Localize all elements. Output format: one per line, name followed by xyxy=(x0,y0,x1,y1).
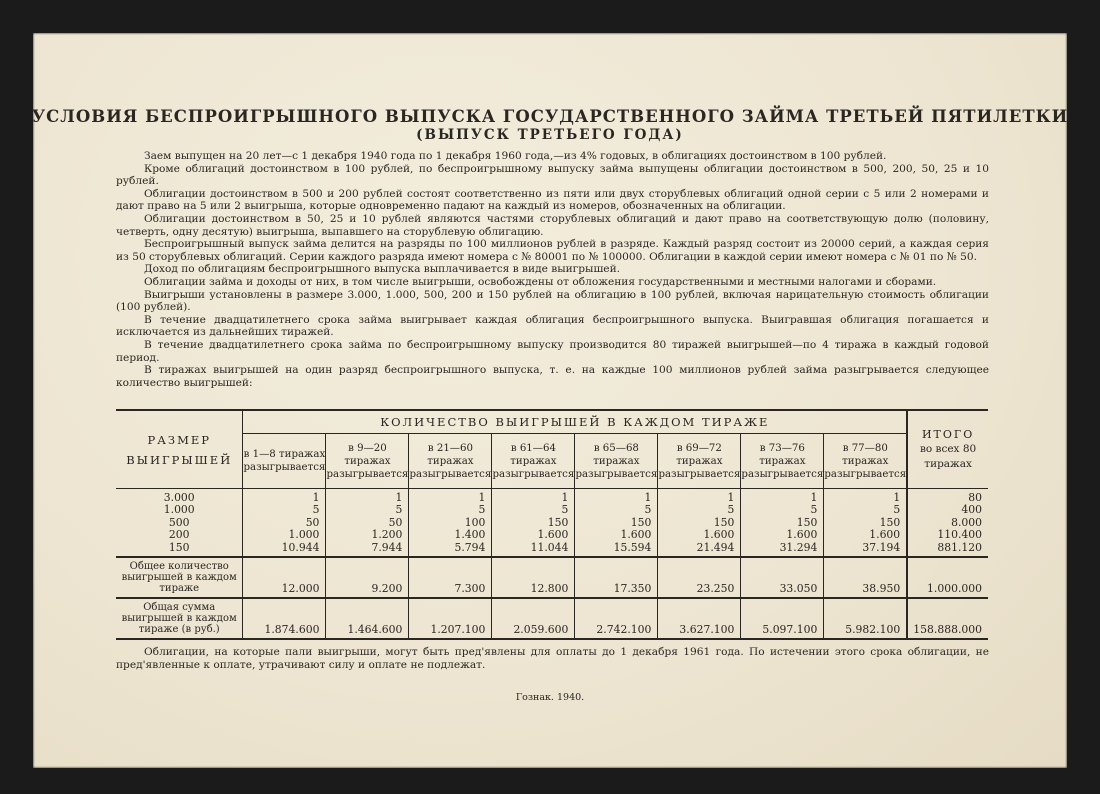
table-cell: 1 xyxy=(478,491,486,504)
table-cell: 17.350 xyxy=(575,557,658,598)
table-cell: 15.594 xyxy=(613,540,652,554)
paragraph: Заем выпущен на 20 лет—с 1 декабря 1940 года по 1 декабря 1960 года,—из 4% годовых, в облигациях достоинством в 100 рублей. xyxy=(144,150,887,162)
draw-column-5 xyxy=(575,489,658,558)
table-cell: 37.194 xyxy=(862,540,901,554)
sum-total-cell: 158.888.000 xyxy=(907,598,988,639)
totals-column xyxy=(907,489,988,558)
table-cell: 9.200 xyxy=(326,557,409,598)
table-cell: 7.944 xyxy=(371,540,403,554)
table-cell: 1 xyxy=(312,491,320,504)
table-cell: 1 xyxy=(561,491,569,504)
table-cell: 50 xyxy=(388,515,403,529)
table-cell: 50 xyxy=(305,515,320,529)
table-cell: 1.200 xyxy=(371,528,403,542)
table-cell: 1.600 xyxy=(703,528,735,542)
document-subtitle: (ВЫПУСК ТРЕТЬЕГО ГОДА) xyxy=(416,127,684,143)
draw-range-header: в 21—60 тиражах разыгрывается xyxy=(409,434,492,489)
table-cell: 5 xyxy=(644,503,652,517)
paragraph: Облигации займа и доходы от них, в том числе выигрыши, освобождены от обложения государственными и местными налогами и сборами. xyxy=(144,275,937,288)
paragraph: Облигации, на которые пали выигрыши, могут быть пред'явлены для оплаты до 1 декабря 1961 года. По истечении этого срока облигации, не пред'явленные к оплате, утрачивают силу и оплате не подлежат. xyxy=(116,646,989,671)
total-header xyxy=(907,410,988,489)
table-cell: 150 xyxy=(547,515,569,529)
prize-values-row xyxy=(116,489,988,558)
prize-size: 3.000 xyxy=(163,491,195,504)
table-cell: 150 xyxy=(630,515,652,529)
table-cell: 1.464.600 xyxy=(326,598,409,639)
table-cell: 5 xyxy=(727,503,735,517)
table-cell: 5.794 xyxy=(454,540,486,554)
draw-range-header: в 69—72 тиражах разыгрывается xyxy=(658,434,741,489)
table-cell: 1.600 xyxy=(537,528,569,542)
table-cell: 1 xyxy=(810,491,818,504)
table-cell: 5.982.100 xyxy=(824,598,907,639)
table-cell: 38.950 xyxy=(824,557,907,598)
count-total-cell: 1.000.000 xyxy=(907,557,988,598)
draw-column-3 xyxy=(409,489,492,558)
total-header-sub: во всех 80 тиражах xyxy=(919,443,977,470)
table-cell: 11.044 xyxy=(530,540,569,554)
table-cell: 1.400 xyxy=(454,528,486,542)
prize-size: 500 xyxy=(168,515,190,529)
prize-sum-label: Общая сумма выигрышей в каждом тираже (в руб.) xyxy=(116,598,243,639)
table-cell: 400 xyxy=(961,503,982,517)
paragraph: Беспроигрышный выпуск займа делится на разряды по 100 миллионов рублей в разряде. Каждый разряд состоит из 20000 серий, а каждая серия из 50 сторублевых облигаций. Серии каждого разряда имеют номера с № 80001 по № 100000. Облигации в каждой серии имеют номера с № 01 по № 50. xyxy=(116,238,989,263)
prize-sizes-cell xyxy=(116,489,243,558)
table-cell: 12.000 xyxy=(243,557,326,598)
table-cell: 7.300 xyxy=(409,557,492,598)
table-cell: 5 xyxy=(395,503,403,517)
table-cell: 5.097.100 xyxy=(741,598,824,639)
draw-count-header: КОЛИЧЕСТВО ВЫИГРЫШЕЙ В КАЖДОМ ТИРАЖЕ xyxy=(243,410,907,434)
paragraph: В течение двадцатилетнего срока займа выигрывает каждая облигация беспроигрышного выпуска. Выигравшая облигация погашается и исключается из дальнейших тиражей. xyxy=(116,313,989,339)
prize-table xyxy=(116,409,988,640)
table-cell: 80 xyxy=(968,491,982,504)
table-cell: 1.874.600 xyxy=(243,598,326,639)
draw-column-2 xyxy=(326,489,409,558)
prize-sum-row xyxy=(116,598,988,639)
paragraph: Выигрыши установлены в размере 3.000, 1.000, 500, 200 и 150 рублей на облигацию в 100 рублей, включая нарицательную стоимость облигации (100 рублей). xyxy=(116,288,989,314)
table-cell: 5 xyxy=(893,503,901,517)
draw-range-header: в 1—8 тиражах разыгрывается xyxy=(243,434,326,489)
table-cell: 150 xyxy=(796,515,818,529)
draw-column-7 xyxy=(741,489,824,558)
paragraph: Доход по облигациям беспроигрышного выпуска выплачивается в виде выигрышей. xyxy=(144,263,620,276)
draw-column-1 xyxy=(243,489,326,558)
prize-size-header: РАЗМЕР ВЫИГРЫШЕЙ xyxy=(116,410,243,489)
table-cell: 12.800 xyxy=(492,557,575,598)
draw-range-header: в 73—76 тиражах разыгрывается xyxy=(741,434,824,489)
paragraph: В течение двадцатилетнего срока займа по беспроигрышному выпуску производится 80 тиражей выигрышей—по 4 тиража в каждый годовой период. xyxy=(116,338,989,364)
conditions-text xyxy=(116,150,989,389)
table-cell: 150 xyxy=(713,515,735,529)
table-cell: 3.627.100 xyxy=(658,598,741,639)
table-cell: 110.400 xyxy=(937,528,982,542)
table-cell: 881.120 xyxy=(937,540,982,554)
table-cell: 21.494 xyxy=(696,540,735,554)
paragraph: Облигации достоинством в 500 и 200 рублей состоят соответственно из пяти или двух сторублевых облигаций одной серии с 5 или 2 номерами и дают право на 5 или 2 выигрыша, которые одновременно падают на каждый из номеров, обозначенных на облигации. xyxy=(116,187,989,213)
table-cell: 1.000 xyxy=(288,528,320,542)
draw-column-8 xyxy=(824,489,907,558)
draw-range-header: в 9—20 тиражах разыгрывается xyxy=(326,434,409,489)
draw-range-header: в 65—68 тиражах разыгрывается xyxy=(575,434,658,489)
prize-count-label: Общее количество выигрышей в каждом тираже xyxy=(116,557,243,598)
prize-size: 1.000 xyxy=(163,503,195,517)
prize-count-row xyxy=(116,557,988,598)
table-cell: 31.294 xyxy=(779,540,818,554)
table-cell: 5 xyxy=(312,503,320,517)
table-cell: 1.600 xyxy=(620,528,652,542)
total-header-title: ИТОГО xyxy=(921,428,975,441)
paragraph: Облигации достоинством в 50, 25 и 10 рублей являются частями сторублевых облигаций и дают право на соответствующую долю (половину, четверть, одну десятую) выигрыша, выпавшего на сторублевую облигацию. xyxy=(116,212,989,238)
draw-column-6 xyxy=(658,489,741,558)
table-cell: 5 xyxy=(478,503,486,517)
draw-range-header: в 77—80 тиражах разыгрывается xyxy=(824,434,907,489)
table-cell: 5 xyxy=(810,503,818,517)
document-title: УСЛОВИЯ БЕСПРОИГРЫШНОГО ВЫПУСКА ГОСУДАРСТВЕННОГО ЗАЙМА ТРЕТЬЕЙ ПЯТИЛЕТКИ xyxy=(31,107,1069,126)
table-cell: 1 xyxy=(727,491,735,504)
table-cell: 8.000 xyxy=(951,515,982,529)
table-cell: 33.050 xyxy=(741,557,824,598)
table-cell: 2.059.600 xyxy=(492,598,575,639)
table-cell: 1.207.100 xyxy=(409,598,492,639)
table-cell: 1 xyxy=(893,491,901,504)
draw-range-header: в 61—64 тиражах разыгрывается xyxy=(492,434,575,489)
draw-column-4 xyxy=(492,489,575,558)
table-cell: 1.600 xyxy=(869,528,901,542)
table-cell: 5 xyxy=(561,503,569,517)
table-cell: 1.600 xyxy=(786,528,818,542)
paragraph: В тиражах выигрышей на один разряд беспроигрышного выпуска, т. е. на каждые 100 миллионов рублей займа разыгрывается следующее количество выигрышей: xyxy=(116,364,989,389)
prize-size: 150 xyxy=(168,540,190,554)
table-cell: 150 xyxy=(879,515,901,529)
table-cell: 1 xyxy=(644,491,652,504)
footer-note xyxy=(116,646,989,672)
table-cell: 100 xyxy=(464,515,486,529)
table-cell: 23.250 xyxy=(658,557,741,598)
prize-size: 200 xyxy=(168,528,190,542)
table-cell: 2.742.100 xyxy=(575,598,658,639)
paragraph: Кроме облигаций достоинством в 100 рублей, по беспроигрышному выпуску займа выпущены облигации достоинством в 500, 200, 50, 25 и 10 рублей. xyxy=(116,162,989,188)
printer-mark: Гознак. 1940. xyxy=(515,692,585,703)
table-cell: 1 xyxy=(395,491,403,504)
table-cell: 10.944 xyxy=(281,540,320,554)
